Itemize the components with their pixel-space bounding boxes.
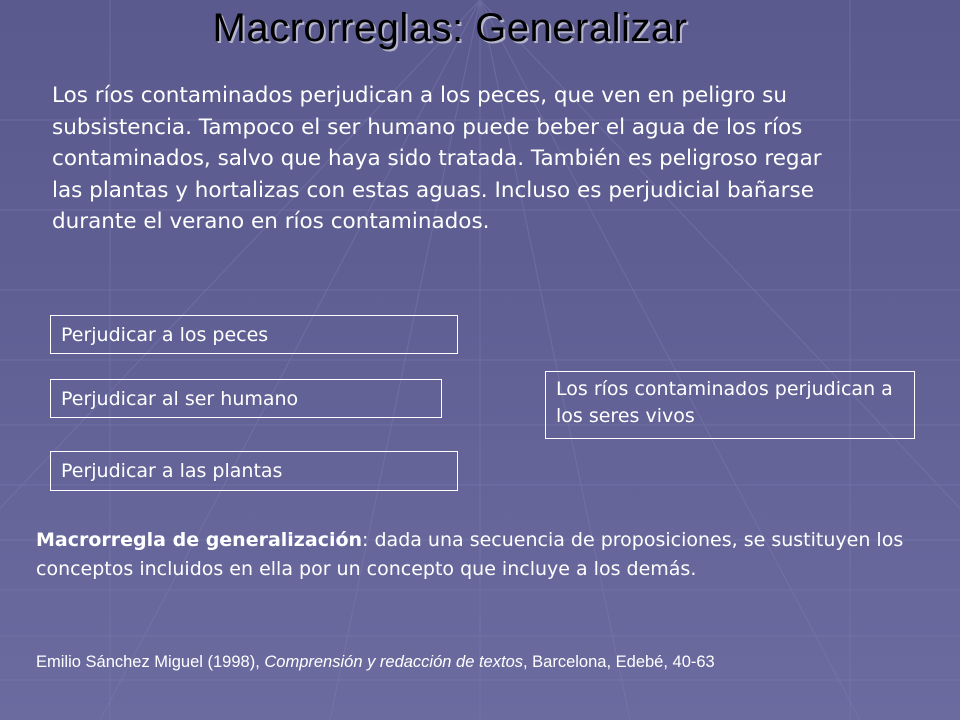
slide-title: Macrorreglas: Generalizar xyxy=(212,6,688,50)
rule-term: Macrorregla de generalización xyxy=(36,529,363,551)
citation-work: Comprensión y redacción de textos xyxy=(264,653,523,671)
proposition-label: Perjudicar al ser humano xyxy=(61,387,299,410)
generalization-label: Los ríos contaminados perjudican a los seres vivos xyxy=(556,378,893,427)
rule-text: : dada una secuencia de proposiciones, se sustituyen los conceptos incluidos en ella por un concepto que incluye a los demás. xyxy=(36,529,904,580)
proposition-label: Perjudicar a los peces xyxy=(61,323,269,346)
rule-definition xyxy=(36,526,926,584)
proposition-box-plantas xyxy=(50,451,458,491)
generalization-box xyxy=(545,371,915,439)
citation xyxy=(36,653,715,672)
proposition-box-humano xyxy=(50,379,442,418)
source-passage: Los ríos contaminados perjudican a los peces, que ven en peligro su subsistencia. Tampoco el ser humano puede beber el agua de los ríos contaminados, salvo que haya sido tratada. También es peligroso regar las plantas y hortalizas con estas aguas. Incluso es perjudicial bañarse durante el verano en ríos contaminados. xyxy=(52,83,822,234)
proposition-box-peces xyxy=(50,315,458,354)
citation-publisher: , Barcelona, Edebé, 40-63 xyxy=(523,653,715,671)
citation-author: Emilio Sánchez Miguel (1998), xyxy=(36,653,265,671)
proposition-label: Perjudicar a las plantas xyxy=(61,460,283,482)
